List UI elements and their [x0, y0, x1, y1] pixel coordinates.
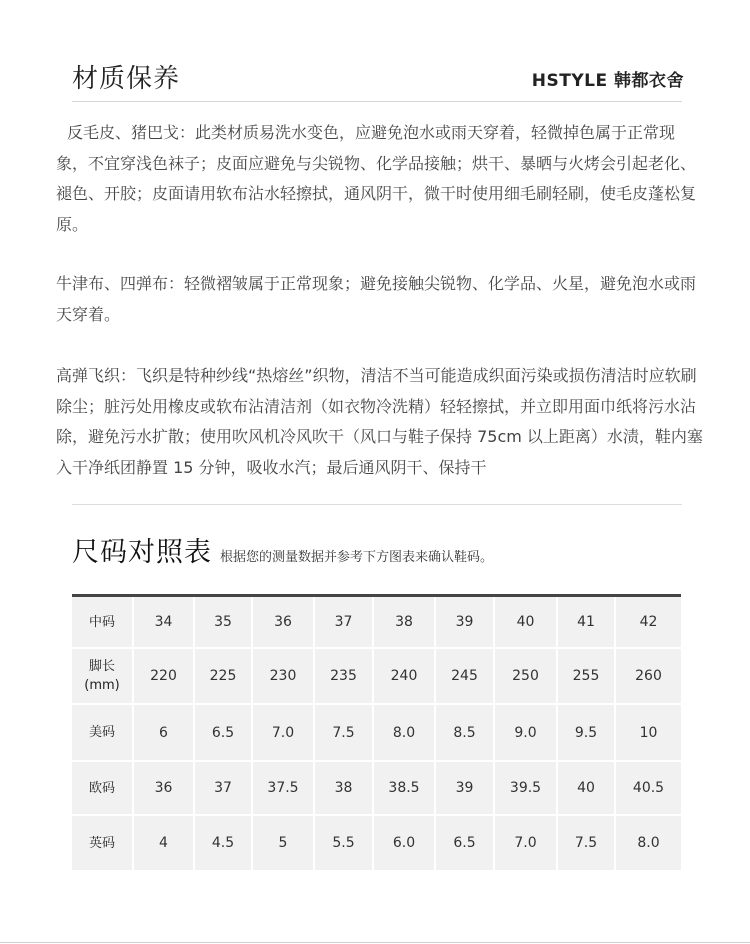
size-cell: 10: [616, 705, 681, 762]
size-cell: 255: [558, 649, 616, 705]
size-cell: 39.5: [495, 762, 558, 816]
size-cell: 38: [374, 597, 436, 649]
size-cell: 5.5: [315, 816, 374, 872]
size-cell: 8.5: [436, 705, 495, 762]
size-cell: 37.5: [253, 762, 315, 816]
size-row-label: 脚长 (mm): [72, 649, 134, 705]
size-chart-subtitle: 根据您的测量数据并参考下方图表来确认鞋码。: [220, 550, 494, 565]
size-row-uk: [72, 816, 681, 872]
size-cell: 37: [315, 597, 374, 649]
size-row-label: 欧码: [72, 762, 134, 816]
size-cell: 260: [616, 649, 681, 705]
size-cell: 8.0: [374, 705, 436, 762]
size-cell: 8.0: [616, 816, 681, 872]
care-title: 材质保养: [72, 64, 181, 94]
care-paragraph-knit: 高弹飞织：飞织是特种纱线“热熔丝”织物，清洁不当可能造成织面污染或损伤清洁时应软刷除尘；脏污处用橡皮或软布沾清洁剂（如衣物冷洗精）轻轻擦拭，并立即用面巾纸将污水沾除，避免污水扩散；使用吹风机冷风吹干（风口与鞋子保持 75cm 以上距离）水渍，鞋内塞入干净纸团静置 15 分钟，吸收水汽；最后通风阴干、保持干: [56, 366, 703, 477]
size-cell: 6: [134, 705, 195, 762]
size-cell: 39: [436, 762, 495, 816]
size-cell: 37: [195, 762, 253, 816]
size-cell: 250: [495, 649, 558, 705]
size-cell: 34: [134, 597, 195, 649]
brand-name: HSTYLE 韩都衣舍: [531, 71, 684, 91]
size-cell: 4: [134, 816, 195, 872]
size-row-label: 英码: [72, 816, 134, 872]
size-cell: 6.5: [436, 816, 495, 872]
middle-divider: [72, 504, 682, 505]
size-cell: 36: [253, 597, 315, 649]
size-chart-title: 尺码对照表: [72, 537, 212, 568]
size-cell: 230: [253, 649, 315, 705]
size-cell: 39: [436, 597, 495, 649]
size-cell: 7.5: [315, 705, 374, 762]
size-cell: 5: [253, 816, 315, 872]
size-chart-table: [72, 594, 681, 872]
care-paragraph-oxford: 牛津布、四弹布：轻微褶皱属于正常现象；避免接触尖锐物、化学品、火星，避免泡水或雨天穿着。: [56, 274, 697, 324]
size-cell: 9.5: [558, 705, 616, 762]
bottom-divider: [0, 942, 750, 943]
size-cell: 9.0: [495, 705, 558, 762]
size-cell: 220: [134, 649, 195, 705]
care-paragraph-suede: 反毛皮、猪巴戈：此类材质易洗水变色，应避免泡水或雨天穿着，轻微掉色属于正常现象，不宜穿浅色袜子；皮面应避免与尖锐物、化学品接触；烘干、暴晒与火烤会引起老化、褪色、开胶；皮面请用软布沾水轻擦拭，通风阴干，微干时使用细毛刷轻刷，使毛皮蓬松复原。: [56, 123, 697, 234]
size-row-eu: [72, 762, 681, 816]
size-row-cn: [72, 597, 681, 649]
size-cell: 240: [374, 649, 436, 705]
size-cell: 6.0: [374, 816, 436, 872]
size-row-foot-length: [72, 649, 681, 705]
size-cell: 7.0: [253, 705, 315, 762]
size-cell: 245: [436, 649, 495, 705]
size-cell: 6.5: [195, 705, 253, 762]
size-cell: 235: [315, 649, 374, 705]
top-divider: [72, 101, 682, 102]
size-cell: 40: [558, 762, 616, 816]
size-cell: 225: [195, 649, 253, 705]
size-cell: 38: [315, 762, 374, 816]
size-cell: 40.5: [616, 762, 681, 816]
size-cell: 4.5: [195, 816, 253, 872]
size-cell: 38.5: [374, 762, 436, 816]
size-row-us: [72, 705, 681, 762]
size-cell: 7.0: [495, 816, 558, 872]
size-cell: 36: [134, 762, 195, 816]
size-cell: 7.5: [558, 816, 616, 872]
size-row-label: 美码: [72, 705, 134, 762]
size-cell: 42: [616, 597, 681, 649]
size-cell: 40: [495, 597, 558, 649]
size-row-label: 中码: [72, 597, 134, 649]
size-cell: 41: [558, 597, 616, 649]
size-cell: 35: [195, 597, 253, 649]
